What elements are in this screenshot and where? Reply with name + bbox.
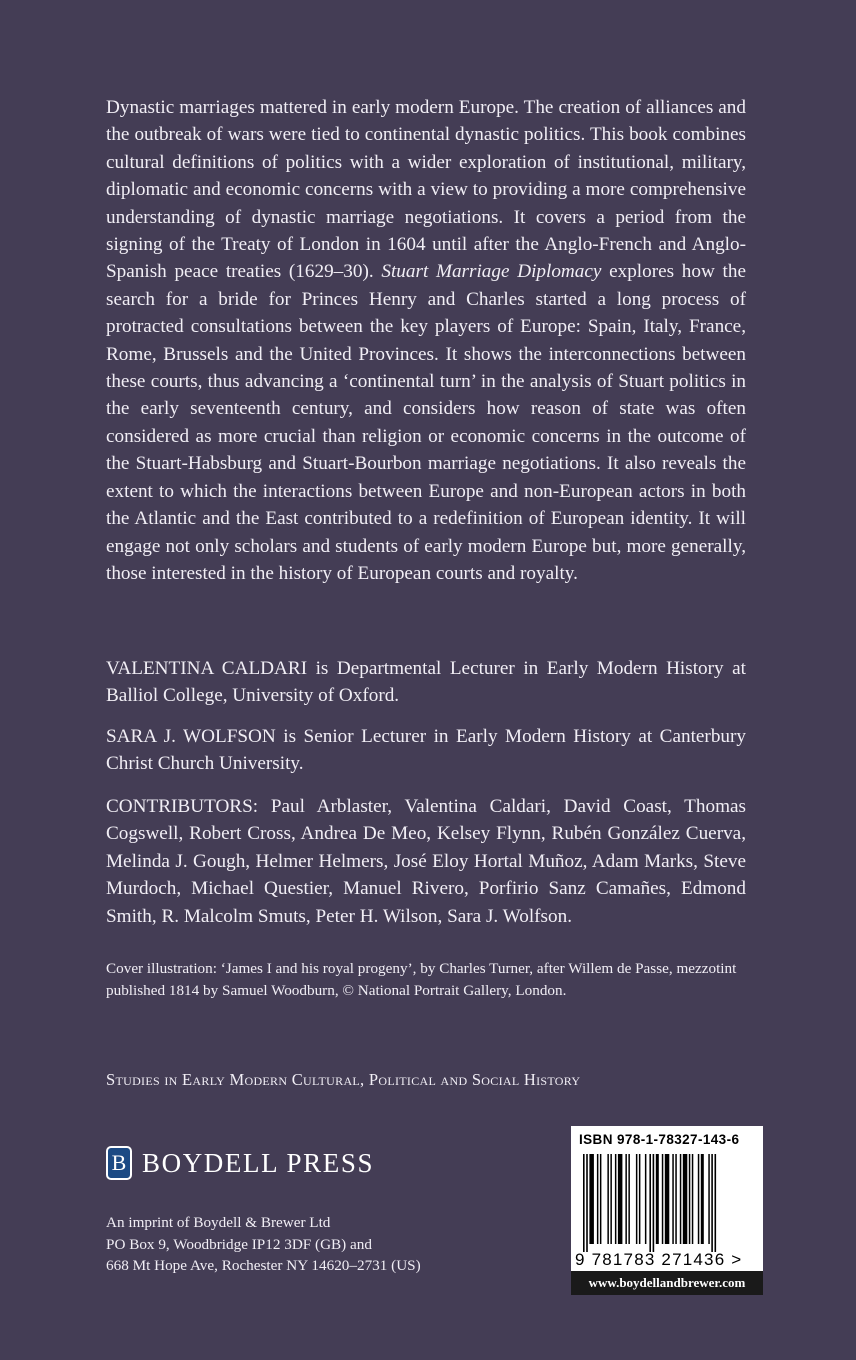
barcode-bar [645,1154,647,1244]
publisher-name: BOYDELL PRESS [142,1147,375,1178]
barcode-bar [583,1154,585,1252]
barcode-bar [698,1154,700,1244]
barcode-bar [653,1154,655,1252]
barcode-bar [715,1154,717,1252]
barcode-bar [615,1154,617,1244]
imprint-line: PO Box 9, Woodbridge IP12 3DF (GB) and [106,1235,372,1253]
series-title: Studies in Early Modern Cultural, Political and Social History [106,1070,581,1089]
imprint-line: An imprint of Boydell & Brewer Ltd [106,1214,331,1231]
isbn-barcode-panel [571,1126,763,1295]
editor-bio-wolfson: SARA J. WOLFSON is Senior Lecturer in Early Modern History at Canterbury Christ Church University. [106,726,746,775]
barcode-bar [649,1154,651,1252]
barcode-bar [610,1154,612,1244]
barcode-bar [618,1154,623,1244]
book-description [106,94,746,587]
barcode-bar [689,1154,691,1244]
barcode-bar [675,1154,677,1244]
barcode-bar [586,1154,588,1252]
barcode-bar [607,1154,609,1244]
barcode-bar [639,1154,641,1244]
barcode-bar [692,1154,694,1244]
isbn-label: ISBN 978-1-78327-143-6 [579,1132,740,1147]
barcode-bar [597,1154,599,1244]
barcode-bar [680,1154,682,1244]
isbn-digits: 9 781783 271436 > [575,1250,743,1269]
cover-illustration-credit: Cover illustration: ‘James I and his royal progeny’, by Charles Turner, after Willem de Passe, mezzotint published 1814 by Samuel Woodburn, © National Portrait Gallery, London. [106,960,737,999]
publisher-imprint [106,1212,526,1277]
barcode-bars [579,1154,755,1252]
barcode-bar [628,1154,630,1244]
logo-letter: B [111,1150,127,1175]
publisher-logo [106,1143,374,1183]
boydell-b-icon [106,1146,132,1180]
barcode-bar [656,1154,659,1244]
barcode-bar [708,1154,710,1244]
barcode-bar [701,1154,704,1244]
barcode-bar [683,1154,688,1244]
description-part-2: explores how the search for a bride for Princes Henry and Charles started a long process of protracted consultations between the key players of Europe: Spain, Italy, France, Rome, Brussels and the United Provinces. It shows the interconnections between these courts, thus advancing a ‘continental turn’ in the analysis of Stuart politics in the early seventeenth century, and considers how reason of state was often considered as more crucial than religion or economic concerns in the outcome of the Stuart-Habsburg and Stuart-Bourbon marriage negotiations. It also reveals the extent to which the interactions between Europe and non-European actors in both the Atlantic and the East contributed to a redefinition of European identity. It will engage not only scholars and students of early modern Europe but, more generally, those interested in the history of European courts and royalty. [106,261,746,584]
barcode-bar [711,1154,713,1252]
barcode-bar [662,1154,664,1244]
contributors-list: CONTRIBUTORS: Paul Arblaster, Valentina Caldari, David Coast, Thomas Cogswell, Robert Cross, Andrea De Meo, Kelsey Flynn, Rubén González Cuerva, Melinda J. Gough, Helmer Helmers, José Eloy Hortal Muñoz, Adam Marks, Steve Murdoch, Michael Questier, Manuel Rivero, Porfirio Sanz Camañes, Edmond Smith, R. Malcolm Smuts, Peter H. Wilson, Sara J. Wolfson. [106,796,746,927]
book-title-italic: Stuart Marriage Diplomacy [381,261,602,283]
publisher-website: www.boydellandbrewer.com [571,1271,763,1295]
barcode-bar [672,1154,674,1244]
description-part-1: Dynastic marriages mattered in early modern Europe. The creation of alliances and the outbreak of wars were tied to continental dynastic politics. This book combines cultural definitions of politics with a wider exploration of institutional, military, diplomatic and economic concerns with a view to providing a more comprehensive understanding of dynastic marriage negotiations. It covers a period from the signing of the Treaty of London in 1604 until after the Anglo-French and Anglo-Spanish peace treaties (1629–30). [106,97,746,283]
barcode-bar [600,1154,602,1244]
barcode-bar [665,1154,670,1244]
barcode-bar [589,1154,594,1244]
editor-bio-caldari: VALENTINA CALDARI is Departmental Lecturer in Early Modern History at Balliol College, University of Oxford. [106,658,746,707]
imprint-line: 668 Mt Hope Ave, Rochester NY 14620–2731 (US) [106,1257,421,1274]
barcode-bar [636,1154,638,1244]
barcode-bar [625,1154,627,1244]
